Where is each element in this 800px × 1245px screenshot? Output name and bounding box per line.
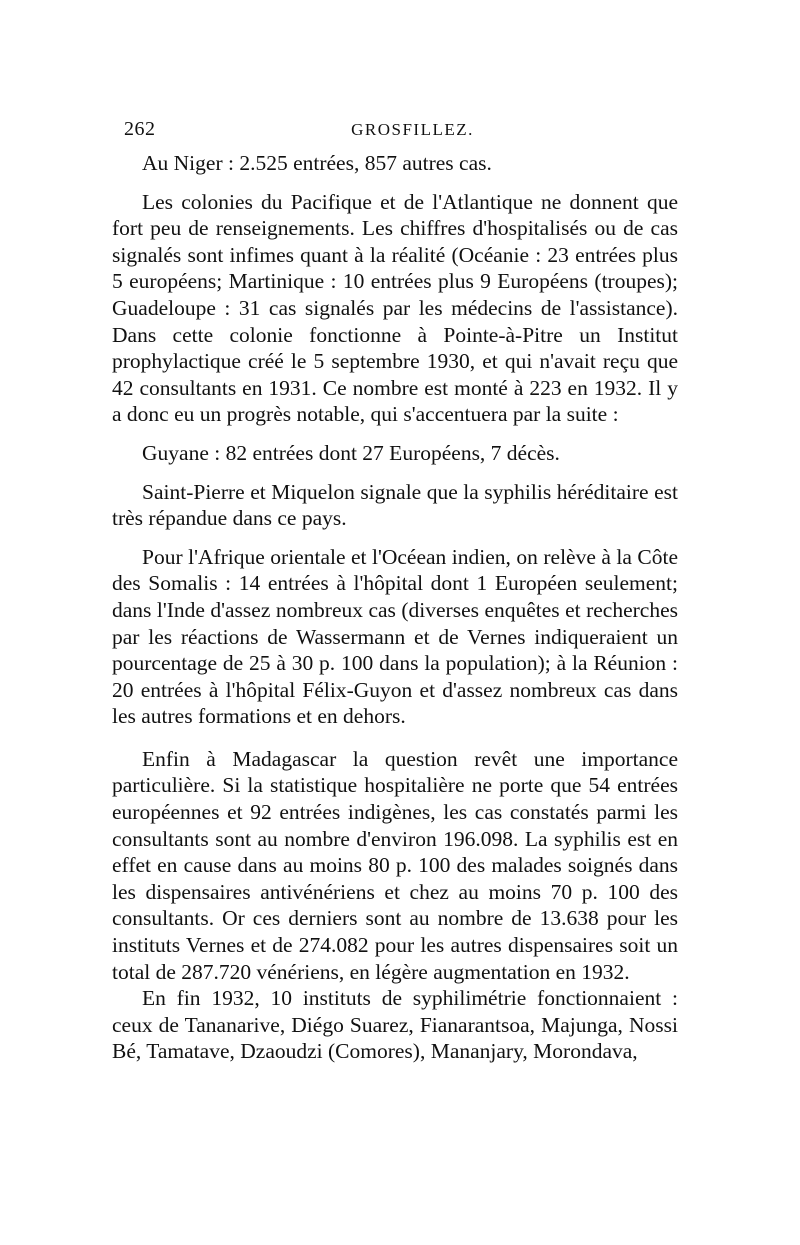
body-text — [112, 150, 678, 1065]
paragraph-east-africa: Pour l'Afrique orientale et l'Océean indien, on relève à la Côte des Somalis : 14 entrées à l'hôpital dont 1 Européen seulement; dans l'Inde d'assez nombreux cas (diverses enquêtes et recherches par les réactions de Wassermann et de Vernes indiqueraient un pourcentage de 25 à 30 p. 100 dans la population); à la Réunion : 20 entrées à l'hôpital Félix-Guyon et d'assez nombreux cas dans les autres formations et en dehors. — [112, 544, 678, 729]
page-number: 262 — [124, 118, 156, 140]
page-header — [110, 118, 675, 148]
paragraph-saint-pierre: Saint-Pierre et Miquelon signale que la syphilis héréditaire est très répandue dans ce pays. — [112, 479, 678, 531]
paragraph-pacific-atlantic: Les colonies du Pacifique et de l'Atlantique ne donnent que fort peu de renseignements. Les chiffres d'hospitalisés ou de cas signalés sont infimes quant à la réalité (Océanie : 23 entrées plus 5 européens; Martinique : 10 entrées plus 9 Européens (troupes); Guadeloupe : 31 cas signalés par les médecins de l'assistance). Dans cette colonie fonctionne à Pointe-à-Pitre un Institut prophylactique créé le 5 septembre 1930, et qui n'avait reçu que 42 consultants en 1931. Ce nombre est monté à 223 en 1932. Il y a donc eu un progrès notable, qui s'accentuera par la suite : — [112, 189, 678, 427]
running-title: GROSFILLEZ. — [351, 120, 474, 139]
paragraph-niger: Au Niger : 2.525 entrées, 857 autres cas. — [142, 151, 492, 175]
paragraph-guyane: Guyane : 82 entrées dont 27 Européens, 7 décès. — [142, 440, 560, 465]
paragraph-madagascar: Enfin à Madagascar la question revêt une importance particulière. Si la statistique hospitalière ne porte que 54 entrées européennes et 92 entrées indigènes, les cas constatés parmi les consultants sont au nombre d'environ 196.098. La syphilis est en effet en cause dans au moins 80 p. 100 des malades soignés dans les dispensaires antivénériens et chez au moins 70 p. 100 des consultants. Or ces derniers sont au nombre de 13.638 pour les instituts Vernes et de 274.082 pour les autres dispensaires soit un total de 287.720 vénériens, en légère augmentation en 1932. — [112, 746, 678, 984]
paragraph-institutes: En fin 1932, 10 instituts de syphilimétrie fonctionnaient : ceux de Tananarive, Diégo Suarez, Fianarantsoa, Majunga, Nossi Bé, Tamatave, Dzaoudzi (Comores), Mananjary, Morondava, — [112, 986, 678, 1064]
